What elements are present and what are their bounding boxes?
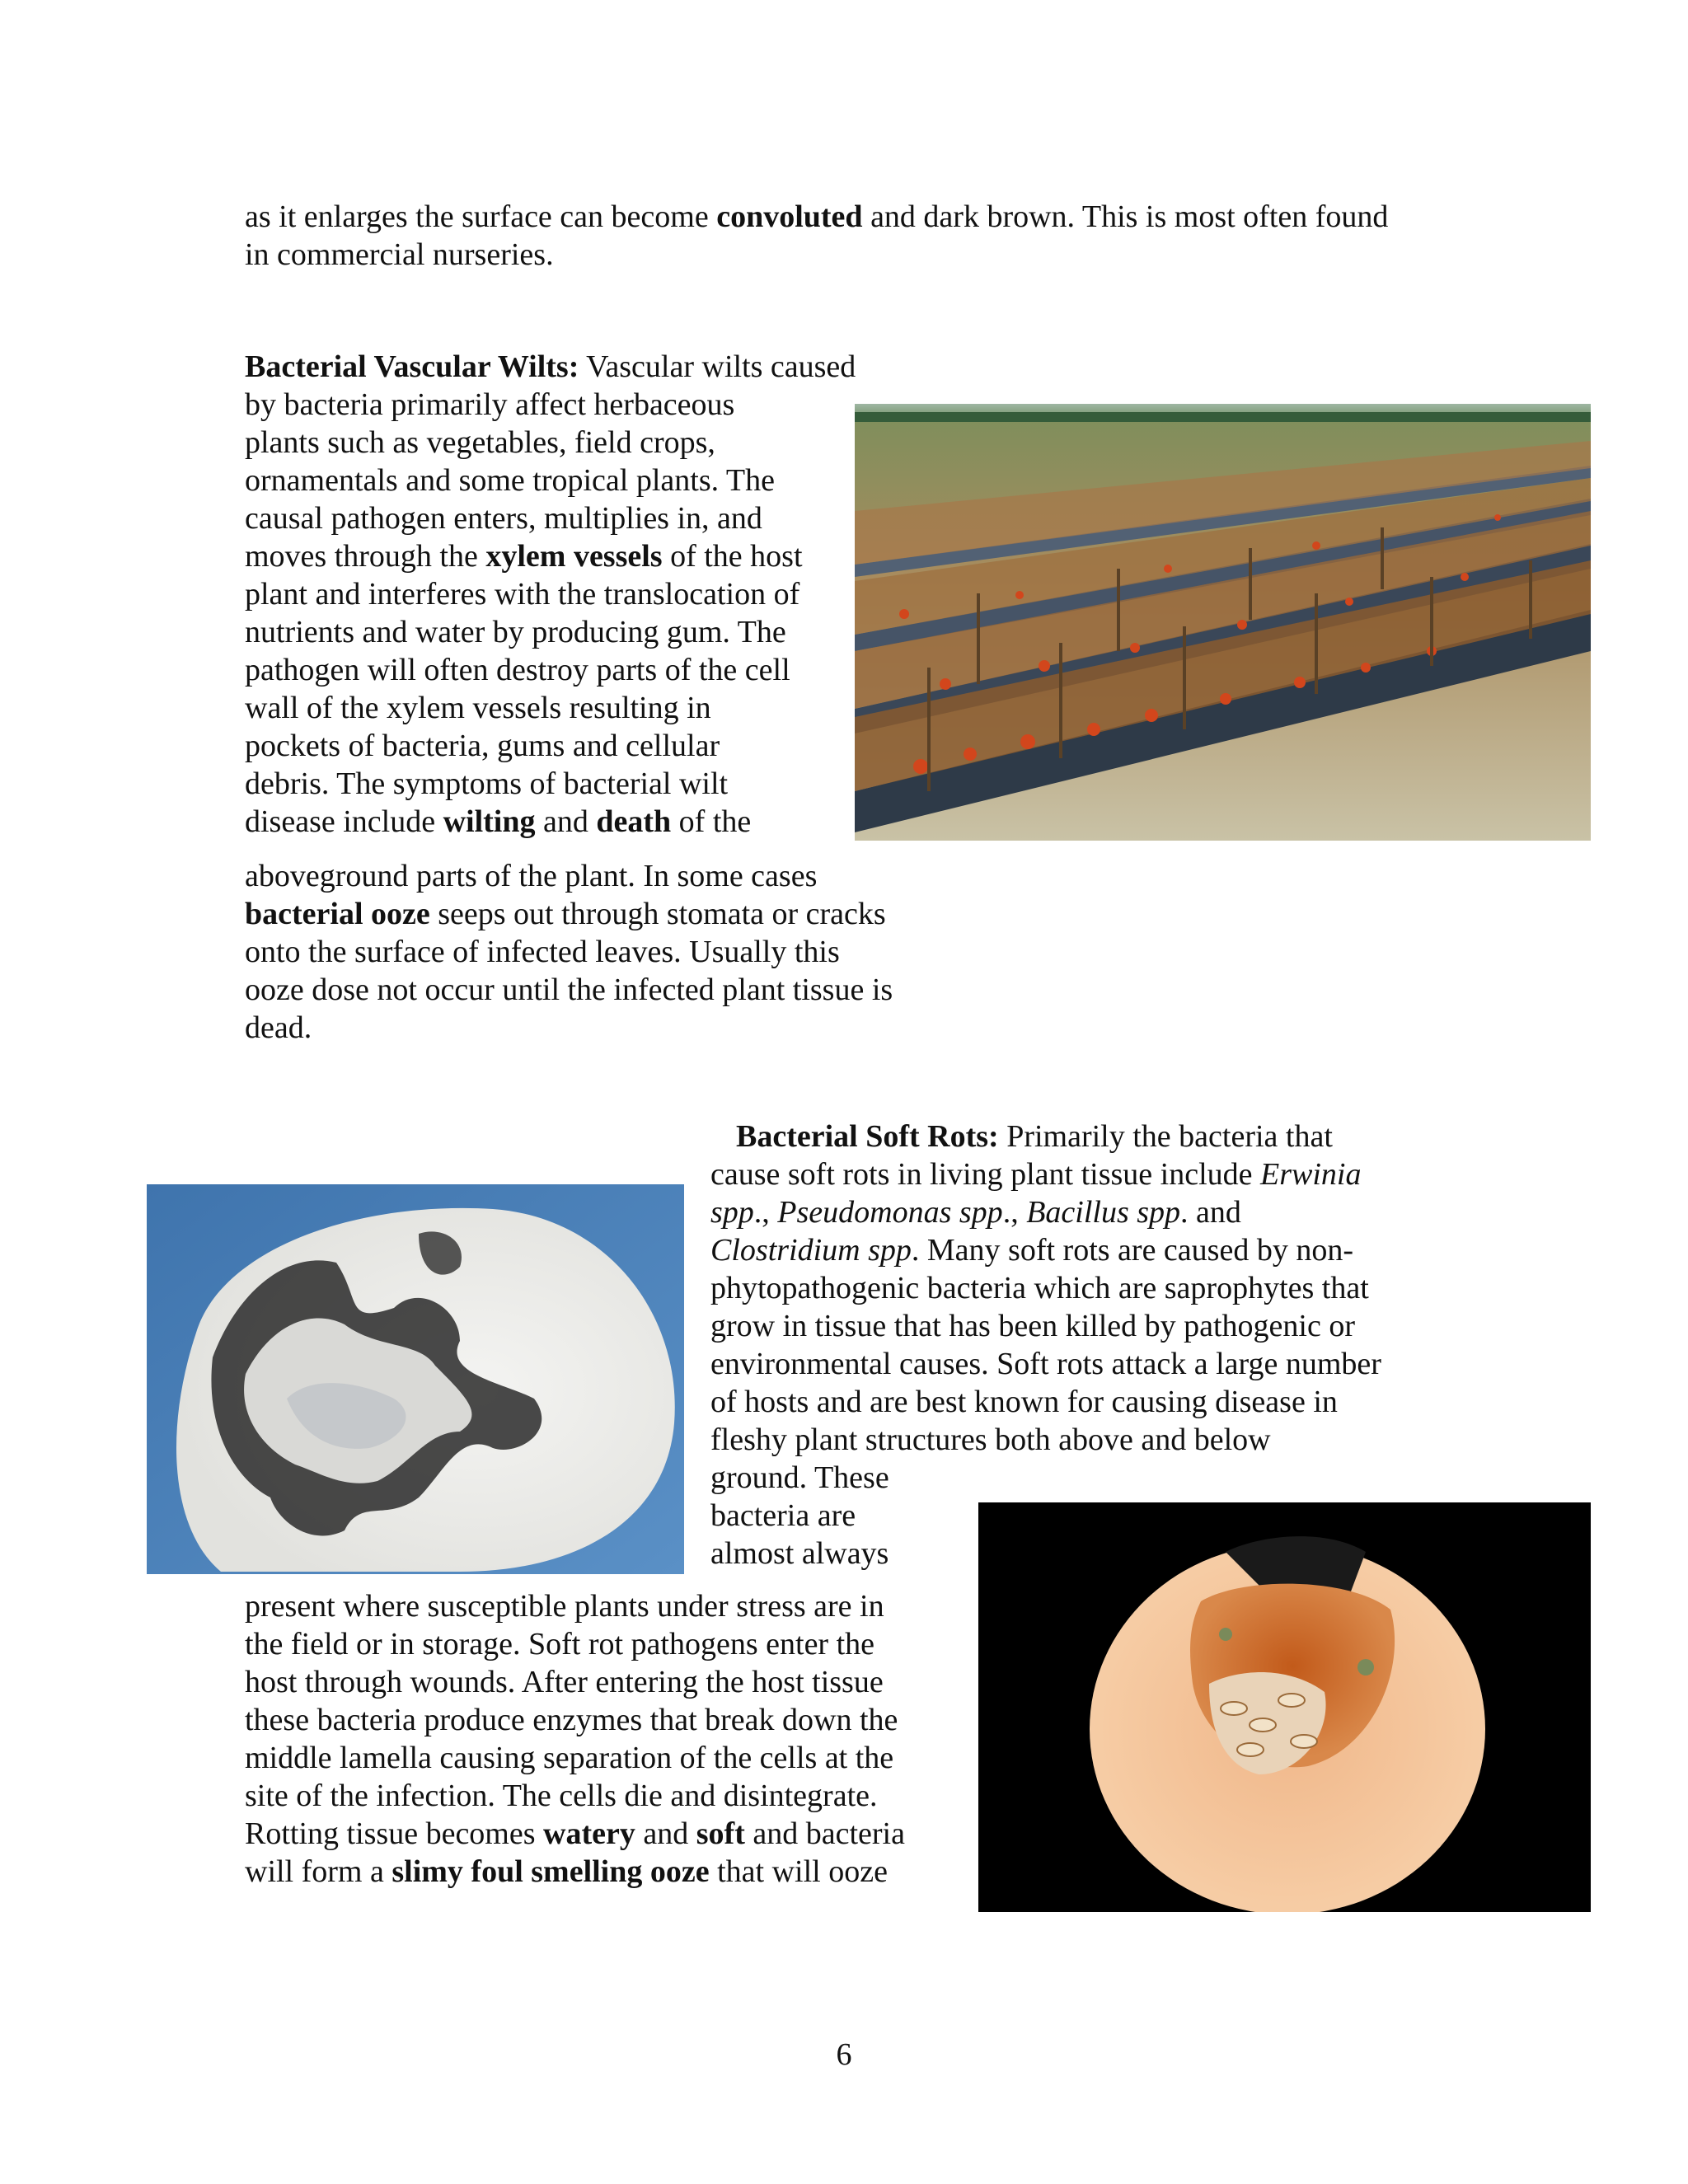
intro-line-1: as it enlarges the surface can become convoluted and dark brown. This is most often found (245, 199, 1389, 234)
softrots-line: will form a slimy foul smelling ooze that will ooze (245, 1854, 888, 1889)
page-number: 6 (836, 2037, 852, 2072)
softrots-heading: Bacterial Soft Rots: (736, 1119, 999, 1154)
cantaloupe-rot-photo (978, 1502, 1591, 1912)
softrots-line: environmental causes. Soft rots attack a large number (710, 1347, 1381, 1381)
wilts-line: pathogen will often destroy parts of the cell (245, 653, 790, 687)
wilts-line: by bacteria primarily affect herbaceous (245, 387, 735, 422)
softrots-line: middle lamella causing separation of the cells at the (245, 1741, 894, 1775)
softrots-line: phytopathogenic bacteria which are saprophytes that (710, 1271, 1369, 1305)
wilts-line: wall of the xylem vessels resulting in (245, 691, 711, 725)
wilts-line: plants such as vegetables, field crops, (245, 425, 715, 460)
wilts-line: ornamentals and some tropical plants. The (245, 463, 776, 498)
wilts-line: plant and interferes with the translocation of (245, 577, 800, 612)
intro-line-2: in commercial nurseries. (245, 237, 554, 272)
softrots-line: grow in tissue that has been killed by pathogenic or (710, 1309, 1355, 1343)
wilts-heading: Bacterial Vascular Wilts: (245, 349, 579, 384)
wilts-line: bacterial ooze seeps out through stomata or cracks (245, 897, 886, 931)
wilts-line: debris. The symptoms of bacterial wilt (245, 766, 729, 801)
wilts-line: onto the surface of infected leaves. Usually this (245, 935, 840, 969)
wilts-line: causal pathogen enters, multiplies in, and (245, 501, 762, 536)
potato-cross-section-photo (147, 1184, 684, 1574)
wilts-line: disease include wilting and death of the (245, 804, 752, 839)
softrots-line: spp., Pseudomonas spp., Bacillus spp. and (710, 1195, 1241, 1230)
softrots-line: Clostridium spp. Many soft rots are caused by non- (710, 1233, 1353, 1268)
wilts-heading-line: Bacterial Vascular Wilts: Vascular wilts caused (245, 349, 856, 384)
wilts-line: pockets of bacteria, gums and cellular (245, 729, 720, 763)
tomato-field-photo (855, 404, 1591, 841)
wilts-line: aboveground parts of the plant. In some cases (245, 859, 818, 893)
softrots-line: bacteria are (710, 1498, 856, 1533)
wilts-line: moves through the xylem vessels of the host (245, 539, 803, 574)
softrots-line: fleshy plant structures both above and below (710, 1422, 1271, 1457)
softrots-line: host through wounds. After entering the host tissue (245, 1665, 884, 1699)
softrots-line: present where susceptible plants under stress are in (245, 1589, 884, 1624)
softrots-line: almost always (710, 1536, 889, 1571)
softrots-line: ground. These (710, 1460, 889, 1495)
softrots-line: these bacteria produce enzymes that break down the (245, 1703, 898, 1737)
wilts-line: nutrients and water by producing gum. The (245, 615, 786, 649)
softrots-line: site of the infection. The cells die and disintegrate. (245, 1779, 878, 1813)
softrots-line: of hosts and are best known for causing disease in (710, 1385, 1338, 1419)
softrots-line: Rotting tissue becomes watery and soft and bacteria (245, 1816, 905, 1851)
softrots-line: the field or in storage. Soft rot pathogens enter the (245, 1627, 875, 1661)
wilts-line: ooze dose not occur until the infected plant tissue is (245, 972, 893, 1007)
softrots-heading-line: Bacterial Soft Rots: Primarily the bacteria that (736, 1119, 1333, 1154)
softrots-line: cause soft rots in living plant tissue include Erwinia (710, 1157, 1362, 1192)
wilts-line: dead. (245, 1010, 312, 1045)
